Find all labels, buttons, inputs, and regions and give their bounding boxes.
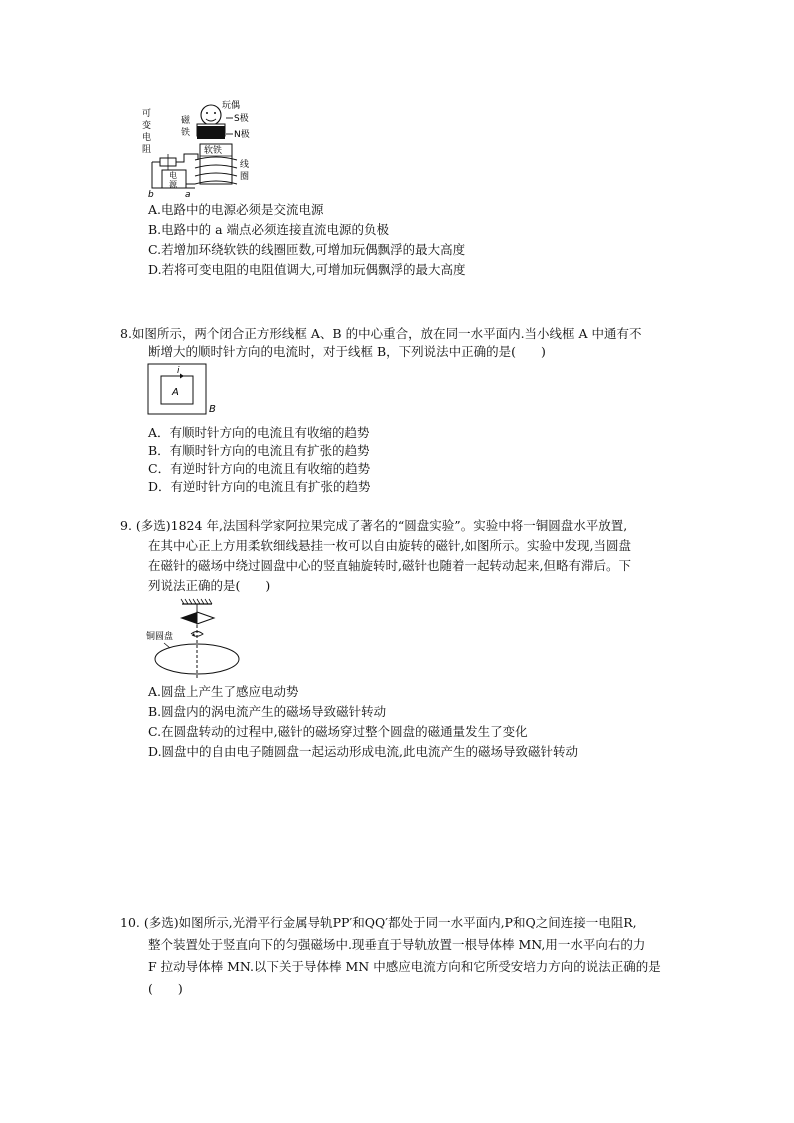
q7-option-b: B.电路中的 a 端点必须连接直流电源的负极: [148, 222, 390, 237]
label-loop-b: B: [209, 404, 216, 415]
coil-winding: [195, 157, 237, 184]
q9-stem-line3: 在磁针的磁场中绕过圆盘中心的竖直轴旋转时,磁针也随着一起转动起来,但略有滞后。下: [148, 558, 631, 573]
toy-head-shape: [201, 105, 221, 125]
label-coil-1: 线: [240, 160, 250, 170]
q10-stem-line3: F 拉动导体棒 MN.以下关于导体棒 MN 中感应电流方向和它所受安培力方向的说法正确的是: [148, 959, 661, 974]
label-magnet-2: 铁: [181, 128, 191, 138]
label-resistor-1: 可: [142, 109, 152, 119]
label-current-i: i: [177, 366, 180, 376]
q9-stem-line2: 在其中心正上方用柔软细线悬挂一枚可以自由旋转的磁针,如图所示。实验中发现,当圆盘: [148, 538, 631, 553]
label-resistor-2: 变: [142, 121, 152, 131]
q9-option-b: B.圆盘内的涡电流产生的磁场导致磁针转动: [148, 704, 387, 719]
magnetic-needle-light: [197, 612, 214, 624]
label-soft-iron: 软铁: [204, 146, 223, 156]
q7-option-c: C.若增加环绕软铁的线圈匝数,可增加玩偶飘浮的最大高度: [148, 242, 466, 257]
q9-option-a: A.圆盘上产生了感应电动势: [148, 684, 299, 699]
magnetic-needle-dark: [180, 612, 197, 624]
label-magnet-1: 磁: [181, 116, 191, 126]
arago-disk-figure: [144, 598, 244, 680]
q8-stem-line1: 8.如图所示，两个闭合正方形线框 A、B 的中心重合，放在同一水平面内.当小线框 A 中通有不: [120, 326, 642, 341]
q10-stem-line4: ( ): [148, 981, 183, 996]
copper-disk: [155, 644, 239, 674]
label-resistor-3: 电: [142, 133, 152, 143]
ceiling-hatch: [181, 599, 212, 604]
label-coil-2: 圈: [240, 172, 250, 182]
q9-options: [148, 682, 578, 762]
q8-option-c: C．有逆时针方向的电流且有收缩的趋势: [148, 461, 371, 476]
label-copper-disk: 铜圆盘: [146, 632, 174, 642]
q9-option-d: D.圆盘中的自由电子随圆盘一起运动形成电流,此电流产生的磁场导致磁针转动: [148, 744, 579, 759]
q8-option-b: B．有顺时针方向的电流且有扩张的趋势: [148, 443, 370, 458]
label-point-a: a: [185, 190, 191, 198]
q8-option-d: D．有逆时针方向的电流且有扩张的趋势: [148, 479, 371, 494]
label-point-b: b: [148, 190, 154, 198]
label-loop-a: A: [172, 387, 179, 398]
q10-stem-line1: 10. (多选)如图所示,光滑平行金属导轨PP′和QQ′都处于同一水平面内,P和Q之间连接一电阻R,: [120, 915, 637, 930]
q8-option-a: A．有顺时针方向的电流且有收缩的趋势: [148, 425, 370, 440]
label-power-2: 源: [169, 180, 177, 189]
label-n-pole: N极: [234, 130, 250, 140]
q7-options: [148, 200, 466, 280]
q9-stem-line1: 9. (多选)1824 年,法国科学家阿拉果完成了著名的“圆盘实验”。实验中将一铜圆盘水平放置,: [120, 518, 628, 533]
q9-stem-line4: 列说法正确的是( ): [148, 578, 271, 593]
levitation-circuit-figure: [140, 98, 280, 198]
q8-stem-line2: 断增大的顺时针方向的电流时，对于线框 B，下列说法中正确的是( ): [148, 344, 546, 359]
q9-option-c: C.在圆盘转动的过程中,磁针的磁场穿过整个圆盘的磁通量发生了变化: [148, 724, 528, 739]
label-s-pole: S极: [234, 114, 249, 124]
q7-option-d: D.若将可变电阻的电阻值调大,可增加玩偶飘浮的最大高度: [148, 262, 466, 277]
label-toy: 玩偶: [222, 101, 241, 111]
q10-stem-line2: 整个装置处于竖直向下的匀强磁场中.现垂直于导轨放置一根导体棒 MN,用一水平向右的力: [148, 937, 646, 952]
square-loops-figure: [146, 362, 222, 420]
q8-options: [148, 424, 371, 496]
label-power-1: 电: [169, 171, 177, 180]
label-resistor-4: 阻: [142, 145, 152, 155]
magnet-lower-block: [197, 126, 225, 139]
q7-option-a: A.电路中的电源必须是交流电源: [148, 202, 324, 217]
